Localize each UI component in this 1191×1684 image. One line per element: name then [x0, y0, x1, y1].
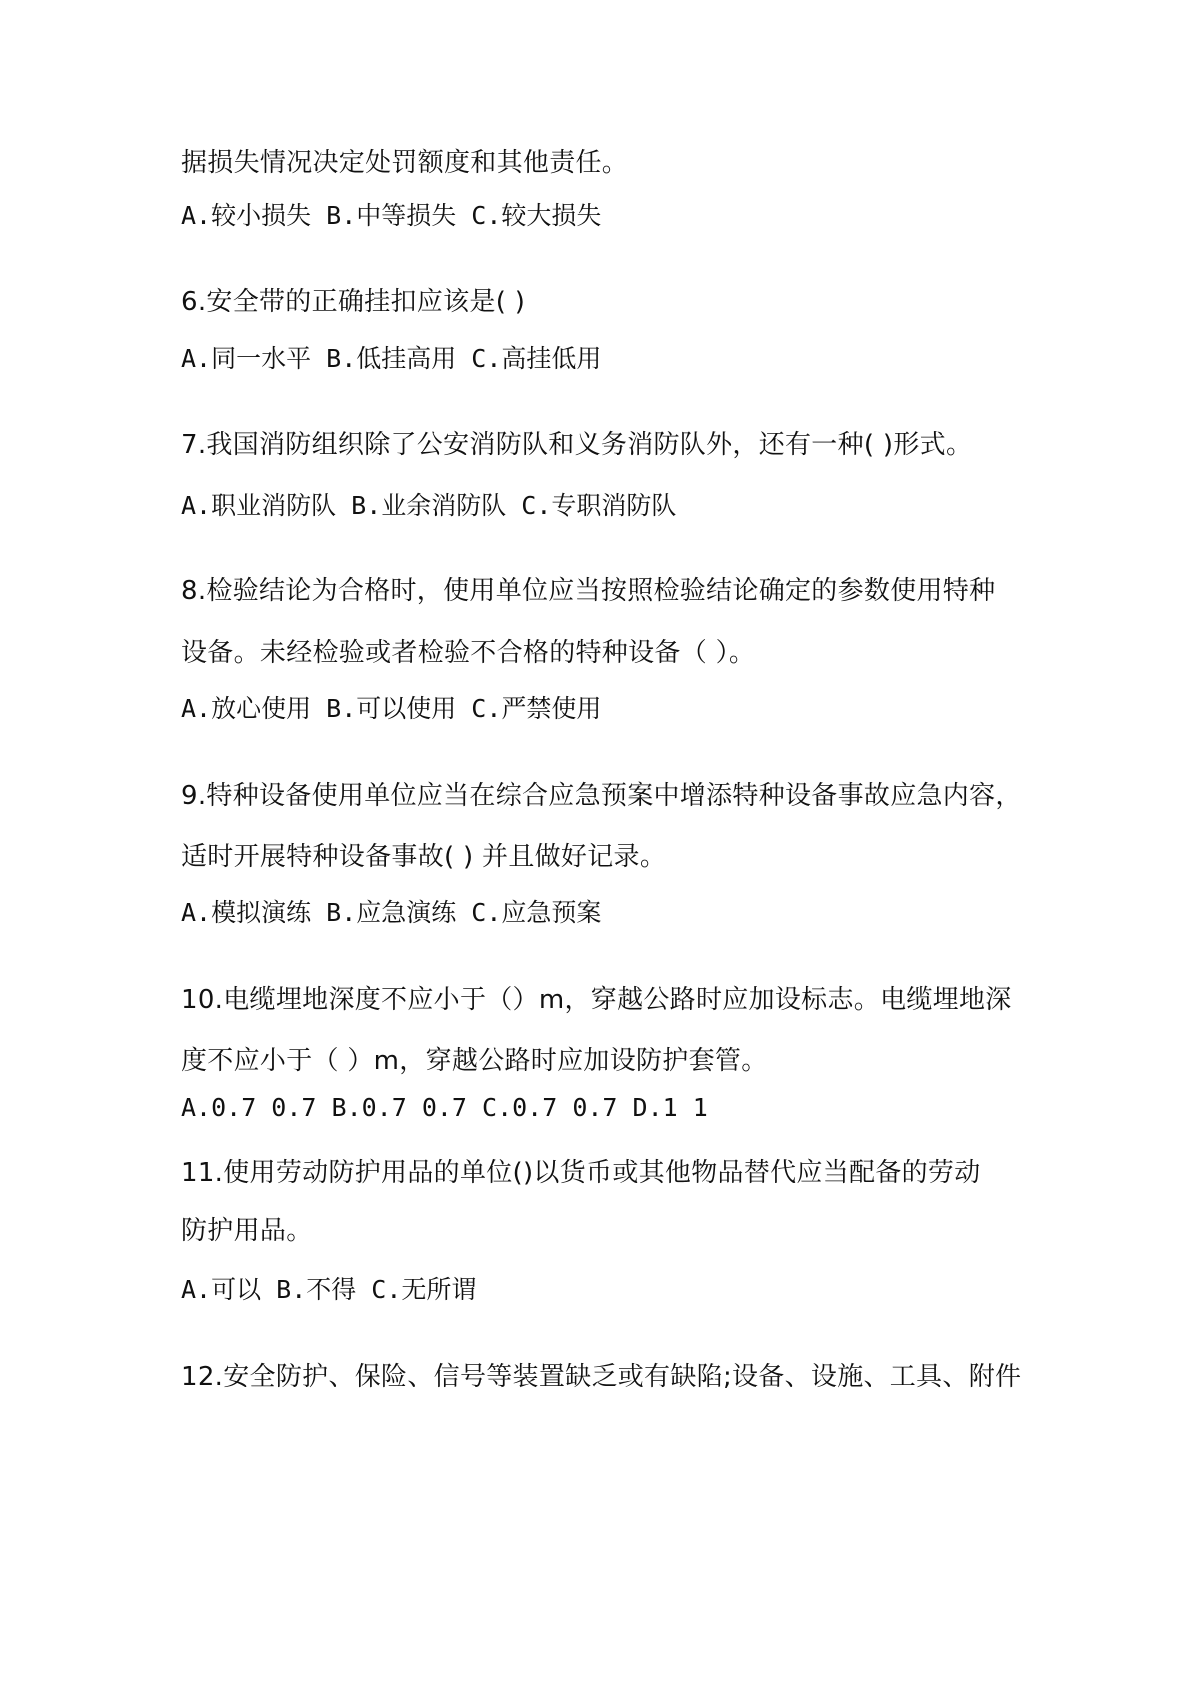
question-7-options: A.职业消防队 B.业余消防队 C.专职消防队 — [181, 491, 677, 520]
question-8-text-line-1: 8.检验结论为合格时，使用单位应当按照检验结论确定的参数使用特种 — [181, 576, 996, 606]
question-11-options: A.可以 B.不得 C.无所谓 — [181, 1275, 477, 1304]
question-5-options: A.较小损失 B.中等损失 C.较大损失 — [181, 201, 602, 230]
question-9-options: A.模拟演练 B.应急演练 C.应急预案 — [181, 898, 602, 927]
question-11-text-line-1: 11.使用劳动防护用品的单位()以货币或其他物品替代应当配备的劳动 — [181, 1158, 981, 1188]
question-10-text-line-1: 10.电缆埋地深度不应小于（）m，穿越公路时应加设标志。电缆埋地深 — [181, 985, 1012, 1015]
question-8-text-line-2: 设备。未经检验或者检验不合格的特种设备（ ）。 — [181, 638, 756, 668]
question-11-text-line-2: 防护用品。 — [181, 1216, 313, 1246]
question-12-text: 12.安全防护、保险、信号等装置缺乏或有缺陷;设备、设施、工具、附件 — [181, 1362, 1022, 1392]
question-8-options: A.放心使用 B.可以使用 C.严禁使用 — [181, 694, 602, 723]
question-5-continuation: 据损失情况决定处罚额度和其他责任。 — [181, 148, 629, 178]
question-9-text-line-2: 适时开展特种设备事故( ) 并且做好记录。 — [181, 842, 667, 872]
question-6-text: 6.安全带的正确挂扣应该是( ) — [181, 287, 526, 317]
question-10-text-line-2: 度不应小于（ ）m，穿越公路时应加设防护套管。 — [181, 1046, 768, 1076]
question-10-options: A.0.7 0.7 B.0.7 0.7 C.0.7 0.7 D.1 1 — [181, 1093, 708, 1122]
question-7-text: 7.我国消防组织除了公安消防队和义务消防队外，还有一种( )形式。 — [181, 430, 973, 460]
question-6-options: A.同一水平 B.低挂高用 C.高挂低用 — [181, 344, 602, 373]
question-9-text-line-1: 9.特种设备使用单位应当在综合应急预案中增添特种设备事故应急内容， — [181, 781, 1022, 811]
